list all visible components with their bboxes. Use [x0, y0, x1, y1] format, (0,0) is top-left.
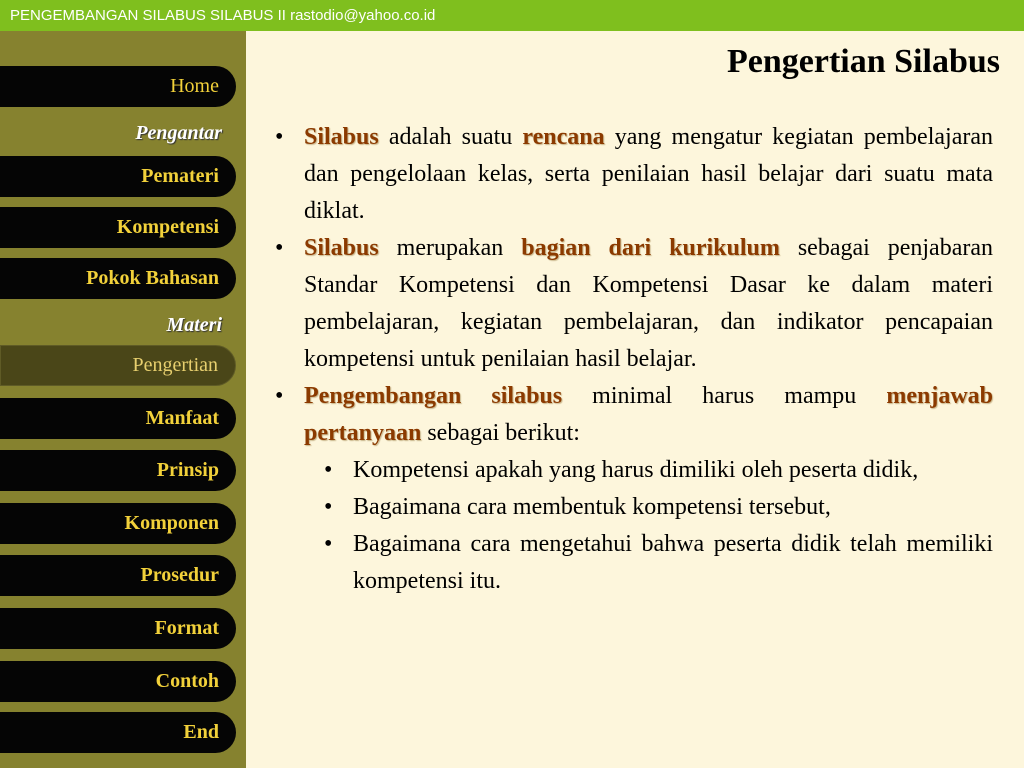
- page-title: Pengertian Silabus: [727, 43, 1000, 80]
- bullet-list: [272, 119, 993, 600]
- bullet-item: [272, 378, 993, 452]
- bullet-item: [272, 119, 993, 230]
- nav-contoh[interactable]: Contoh: [0, 661, 236, 702]
- nav-pokok-bahasan[interactable]: Pokok Bahasan: [0, 258, 236, 299]
- highlight-term: Silabus: [304, 124, 379, 150]
- nav-komponen[interactable]: Komponen: [0, 503, 236, 544]
- bullet-text: adalah suatu: [378, 124, 523, 150]
- highlight-term: bagian dari kurikulum: [521, 235, 780, 261]
- banner-text: PENGEMBANGAN SILABUS SILABUS II rastodio@yahoo.co.id: [10, 7, 436, 24]
- bullet-item: [272, 230, 993, 378]
- nav-prosedur[interactable]: Prosedur: [0, 555, 236, 596]
- sub-bullet-item: • Kompetensi apakah yang harus dimiliki oleh peserta didik,: [272, 452, 993, 489]
- bullet-text: merupakan: [378, 235, 522, 261]
- nav-end[interactable]: End: [0, 712, 236, 753]
- sub-bullet-item: • Bagaimana cara membentuk kompetensi tersebut,: [272, 489, 993, 526]
- content-body: [272, 119, 993, 600]
- highlight-term: menjawab pertanyaan: [304, 383, 993, 446]
- nav-manfaat[interactable]: Manfaat: [0, 398, 236, 439]
- nav-home[interactable]: Home: [0, 66, 236, 107]
- highlight-term: rencana: [522, 124, 605, 150]
- nav-kompetensi[interactable]: Kompetensi: [0, 207, 236, 248]
- highlight-term: Pengembangan silabus: [304, 383, 563, 409]
- top-banner: [0, 0, 1024, 31]
- highlight-term: Silabus: [304, 235, 379, 261]
- bullet-text: sebagai berikut:: [421, 420, 580, 446]
- nav-format[interactable]: Format: [0, 608, 236, 649]
- nav-pengertian[interactable]: Pengertian: [0, 345, 236, 386]
- sidebar: [0, 31, 246, 768]
- section-pengantar: Pengantar: [135, 122, 222, 144]
- nav-prinsip[interactable]: Prinsip: [0, 450, 236, 491]
- bullet-text: minimal harus mampu: [562, 383, 887, 409]
- bullet-text: yang mengatur kegiatan pembelajaran dan pengelolaan kelas, serta penilaian hasil belajar dari suatu mata diklat.: [304, 124, 993, 224]
- nav-pemateri[interactable]: Pemateri: [0, 156, 236, 197]
- sub-bullet-item: • Bagaimana cara mengetahui bahwa peserta didik telah memiliki kompetensi itu.: [272, 526, 993, 600]
- section-materi: Materi: [166, 314, 222, 336]
- bullet-text: sebagai penjabaran Standar Kompetensi dan Kompetensi Dasar ke dalam materi pembelajaran, kegiatan pembelajaran, dan indikator pencapaian kompetensi untuk penilaian hasil belajar.: [304, 235, 993, 372]
